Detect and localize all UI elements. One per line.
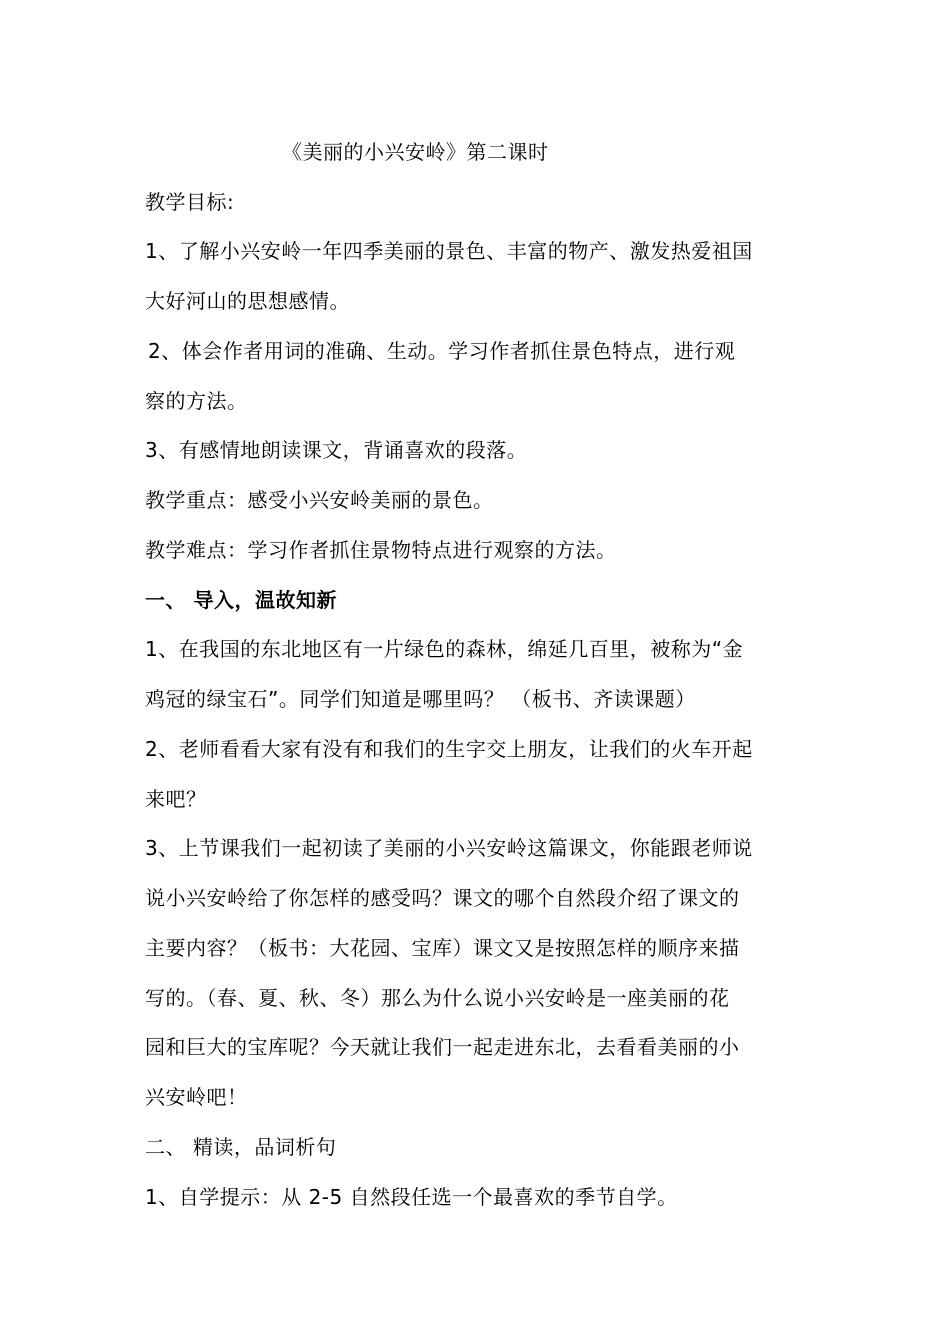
paragraph-line: 1、在我国的东北地区有一片绿色的森林，绵延几百里，被称为“金 bbox=[145, 637, 744, 661]
paragraph-line: 主要内容？（板书：大花园、宝库）课文又是按照怎样的顺序来描 bbox=[145, 936, 740, 960]
section-heading-intro: 一、 导入，温故知新 bbox=[145, 588, 337, 612]
paragraph-line: 3、有感情地朗读课文，背诵喜欢的段落。 bbox=[145, 438, 528, 462]
paragraph-line: 园和巨大的宝库呢？今天就让我们一起走进东北，去看看美丽的小 bbox=[145, 1035, 740, 1059]
section-heading-reading: 二、 精读，品词析句 bbox=[145, 1135, 337, 1159]
paragraph-line: 1、自学提示：从 2-5 自然段任选一个最喜欢的季节自学。 bbox=[145, 1185, 678, 1209]
key-point-line: 教学重点：感受小兴安岭美丽的景色。 bbox=[145, 488, 494, 512]
difficulty-line: 教学难点：学习作者抓住景物特点进行观察的方法。 bbox=[145, 538, 617, 562]
paragraph-line: 说小兴安岭给了你怎样的感受吗？课文的哪个自然段介绍了课文的 bbox=[145, 886, 740, 910]
document-title: 《美丽的小兴安岭》第二课时 bbox=[282, 140, 549, 164]
paragraph-line: 鸡冠的绿宝石”。同学们知道是哪里吗？ （板书、齐读课题） bbox=[145, 687, 696, 711]
paragraph-line: 来吧？ bbox=[145, 787, 207, 811]
section-heading-objectives: 教学目标: bbox=[145, 190, 235, 214]
paragraph-line: 写的。（春、夏、秋、冬）那么为什么说小兴安岭是一座美丽的花 bbox=[145, 986, 730, 1010]
paragraph-line: 2、体会作者用词的准确、生动。学习作者抓住景色特点，进行观 bbox=[148, 339, 736, 363]
paragraph-line: 3、上节课我们一起初读了美丽的小兴安岭这篇课文，你能跟老师说 bbox=[145, 836, 753, 860]
paragraph-line: 1、了解小兴安岭一年四季美丽的景色、丰富的物产、激发热爱祖国 bbox=[145, 239, 753, 263]
paragraph-line: 大好河山的思想感情。 bbox=[145, 289, 350, 313]
paragraph-line: 兴安岭吧！ bbox=[145, 1085, 248, 1109]
paragraph-line: 察的方法。 bbox=[145, 389, 248, 413]
paragraph-line: 2、老师看看大家有没有和我们的生字交上朋友，让我们的火车开起 bbox=[145, 737, 753, 761]
